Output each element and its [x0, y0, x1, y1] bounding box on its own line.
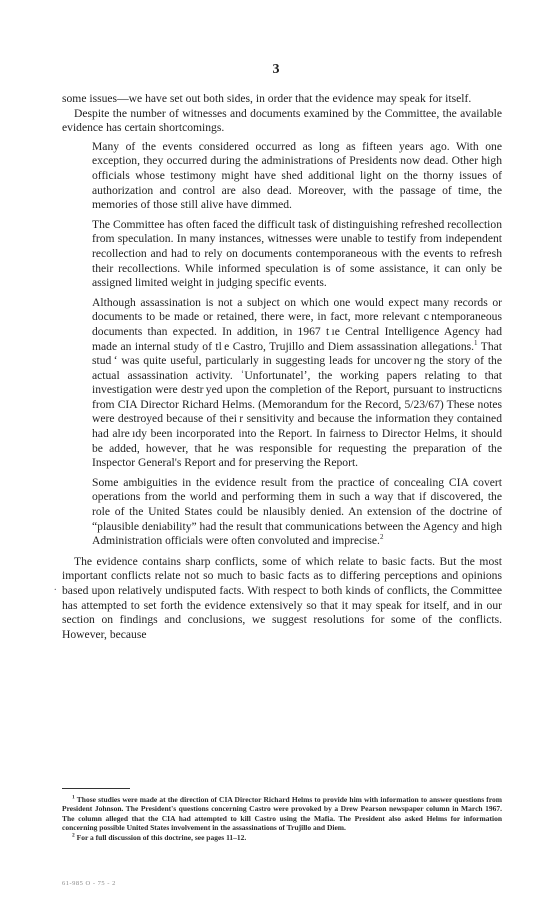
footnote — [62, 833, 502, 842]
indented-paragraph-time-passage: Many of the events considered occurred as long as fifteen years ago. With one exception, they occurred during the administrations of Presidents now dead. Other high officials whose testimony might have shed additional light on the thorny issues of authorization and control are also dead. Moreover, with the passage of time, the memories of those still alive have dimmed. — [92, 139, 502, 212]
footnote-mark: 2 — [72, 832, 75, 839]
indented-paragraph-recollection: The Committee has often faced the difficult task of distinguishing refreshed recollection from speculation. In many instances, witnesses were unable to testify from independent recollection and had to rely on documents contemporaneous with the events to refresh their recollections. While informed speculation is of some assistance, it can only be assigned limited weight in judging specific events. — [92, 217, 502, 290]
paragraph-text: Although assassination is not a subject on which one would expect many records or documents to be made or retained, there were, in fact, more relevant c ntemporaneous documents than expected. In addition, in 1967 t ıe Central Intelligence Agency had made an internal study of tl e Castro, Trujillo and Diem assassination allegations. — [92, 295, 502, 353]
footnotes — [62, 795, 502, 842]
marginal-mark: . — [54, 582, 57, 593]
footnote-mark: 1 — [72, 794, 75, 801]
footnote-reference: 1 — [474, 338, 478, 347]
paragraph-conflicts: The evidence contains sharp conflicts, some of which relate to basic facts. But the most important conflicts relate not so much to basic facts as to differing perceptions and opinions based upon relatively undisputed facts. With respect to both kinds of conflicts, the Committee has attempted to set forth the evidence extensively so that it may speak for itself, and in our section on findings and conclusions, we suggest resolutions for some of the conflicts. However, because — [62, 554, 502, 641]
footnote — [62, 795, 502, 833]
indented-paragraph-deniability — [92, 476, 502, 549]
footnote-text: Those studies were made at the direction of CIA Director Richard Helms to provide him with information to answer questions from President Johnson. The President's questions concerning Castro were provoked by a Drew Pearson newspaper column in March 1967. The column alleged that the CIA had attempted to kill Castro using the Mafia. The President also asked Helms for information concerning possible United States involvement in the assassinations of Trujillo and Diem. — [62, 795, 502, 833]
indented-paragraph-records — [92, 296, 502, 471]
paragraph-continuation: some issues—we have set out both sides, in order that the evidence may speak for itself. — [62, 92, 472, 105]
page-number: 3 — [272, 62, 280, 77]
footnote-divider — [62, 788, 130, 789]
paragraph-shortcomings-intro: Despite the number of witnesses and documents examined by the Committee, the available evidence has certain shortcomings. — [62, 106, 502, 135]
printer-code: 61-985 O - 75 - 2 — [62, 880, 116, 887]
paragraph-text: Some ambiguities in the evidence result from the practice of concealing CIA covert operations from the world and performing them in such a way that if discovered, the role of the United States could be nlausibly denied. An extension of the doctrine of “plausible deniability” had the result that communications between the Agency and high Administration officials were often convoluted and imprecise. — [92, 475, 502, 548]
footnote-reference: 2 — [379, 533, 384, 542]
body-text — [62, 92, 502, 642]
footnote-text: For a full discussion of this doctrine, see pages 11–12. — [76, 832, 247, 842]
paragraph-text: That stud ʻ was quite useful, particularly in suggesting leads for uncover ng the story of the actual assassination activity. ʿUnfortunatelʼ, the working papers relating to that investigation were destr yed upon the completion of the Report, pursuant to instructicns from CIA Director Richard Helms. (Memorandum for the Record, 5/23/67) These notes were destroyed because of thei r sensitivity and because the information they contained had alre ıdy been incorporated into the Report. In fairness to Director Helms, it should be added, however, that he was responsible for requesting the preparation of the Inspector General's Report and for preserving the Report. — [92, 339, 502, 470]
